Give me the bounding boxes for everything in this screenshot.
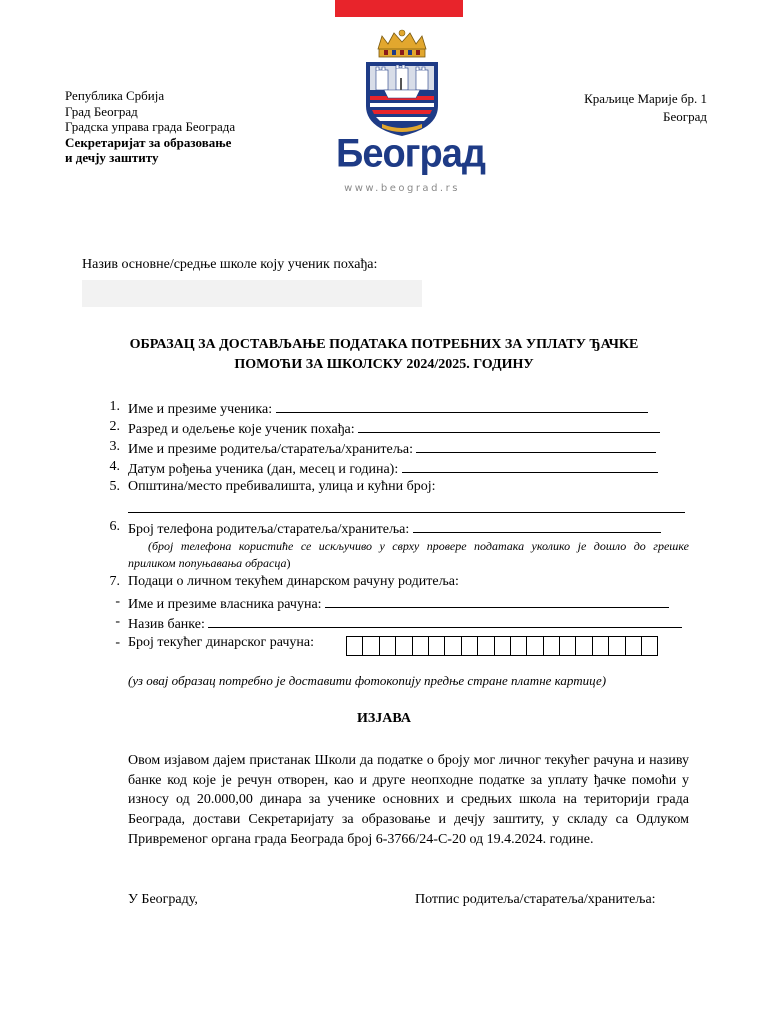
address-block	[584, 90, 707, 126]
phone-note-line: приликом попуњавања обрасца)	[128, 556, 291, 570]
account-owner-line[interactable]	[325, 593, 669, 608]
item-label: Разред и одељење које ученик похађа:	[128, 422, 359, 437]
logo-wordmark: Београд	[336, 131, 485, 177]
phone-line[interactable]	[413, 518, 661, 533]
header-line: Град Београд	[65, 103, 138, 119]
item-student-name	[128, 398, 648, 419]
form-title	[60, 335, 708, 375]
item-bank-account-heading: Подаци о личном текућем динарском рачуну родитеља:	[128, 574, 459, 589]
item-label: Име и презиме родитеља/старатеља/хранитеља:	[128, 442, 417, 457]
class-line[interactable]	[358, 418, 660, 433]
institution-header	[65, 88, 235, 166]
signature-label: Потпис родитеља/старатеља/хранитеља:	[415, 892, 656, 907]
sub-item-bullet: -	[115, 614, 120, 629]
account-digit-box[interactable]	[526, 636, 543, 656]
sub-item-label: Име и презиме власника рачуна:	[128, 597, 326, 612]
item-number: 4.	[109, 459, 120, 474]
account-digit-box[interactable]	[575, 636, 592, 656]
item-number: 7.	[109, 574, 120, 589]
form-title-line: ОБРАЗАЦ ЗА ДОСТАВЉАЊЕ ПОДАТАКА ПОТРЕБНИХ ЗА УПЛАТУ ЂАЧКЕ	[129, 337, 639, 352]
place-label: У Београду,	[128, 892, 198, 907]
student-name-line[interactable]	[276, 398, 648, 413]
parent-name-line[interactable]	[416, 438, 656, 453]
sub-item-bank-name	[128, 613, 682, 634]
shield-icon	[366, 62, 438, 136]
account-digit-box[interactable]	[543, 636, 560, 656]
account-digit-box[interactable]	[559, 636, 576, 656]
top-red-bar	[335, 0, 463, 17]
school-name-field[interactable]	[82, 280, 422, 307]
statement-text: Овом изјавом дајем пристанак Школи да податке о броју мог личног текућег рачуна и називу банке код које је речун отворен, као и друге неопходне податке за уплату ђачке помоћи у износу од 20.000,00 динара за ученике основних и средњих школа на територији града Београда, достави Секретаријату за образовање и дечју заштиту, у складу са Одлуком Привременог органа града Београда број 6-3766/24-С-20 од 19.4.2024. године.	[128, 753, 689, 847]
header-line: Градска управа града Београда	[65, 119, 236, 134]
account-digit-box[interactable]	[510, 636, 527, 656]
birth-date-line[interactable]	[402, 458, 658, 473]
school-name-label: Назив основне/средње школе коју ученик похађа:	[82, 257, 378, 272]
sub-item-bullet: -	[115, 594, 120, 609]
account-digit-box[interactable]	[477, 636, 494, 656]
account-digit-box[interactable]	[608, 636, 625, 656]
item-birth-date	[128, 458, 658, 479]
statement-heading: ИЗЈАВА	[357, 711, 411, 726]
item-number: 6.	[109, 519, 120, 534]
account-digit-box[interactable]	[444, 636, 461, 656]
item-address: Општина/место пребивалишта, улица и кућни број:	[128, 479, 436, 494]
account-digit-box[interactable]	[428, 636, 445, 656]
sub-item-account-number: Број текућег динарског рачуна:	[128, 635, 314, 650]
item-label: Име и презиме ученика:	[128, 402, 276, 417]
phone-note-line: (број телефона користиће се искључиво у сврху провере података уколико је дошло до грешке	[148, 539, 689, 553]
item-number: 5.	[109, 479, 120, 494]
sub-item-label: Назив банке:	[128, 617, 209, 632]
account-digit-box[interactable]	[362, 636, 379, 656]
address-line: Краљице Марије бр. 1	[584, 91, 707, 106]
account-digit-box[interactable]	[461, 636, 478, 656]
account-digit-box[interactable]	[592, 636, 609, 656]
item-number: 3.	[109, 439, 120, 454]
address-line: Београд	[663, 109, 707, 124]
account-digit-box[interactable]	[625, 636, 642, 656]
card-copy-note: (уз овај образац потребно је доставити фотокопију предње стране платне картице)	[128, 673, 607, 688]
account-number-boxes	[347, 636, 658, 656]
header-line-bold: Секретаријат за образовање	[65, 134, 232, 150]
sub-item-bullet: -	[115, 635, 120, 650]
item-phone	[128, 518, 661, 539]
item-number: 2.	[109, 419, 120, 434]
address-line-input[interactable]	[128, 512, 685, 513]
account-digit-box[interactable]	[641, 636, 658, 656]
bank-name-line[interactable]	[208, 613, 682, 628]
account-digit-box[interactable]	[412, 636, 429, 656]
logo-url: www.beograd.rs	[344, 183, 460, 194]
crown-icon	[378, 30, 426, 57]
account-digit-box[interactable]	[379, 636, 396, 656]
account-digit-box[interactable]	[346, 636, 363, 656]
item-label: Датум рођења ученика (дан, месец и година):	[128, 462, 402, 477]
header-line: Република Србија	[65, 88, 165, 103]
sub-item-account-owner	[128, 593, 669, 614]
form-title-line: ПОМОЋИ ЗА ШКОЛСКУ 2024/2025. ГОДИНУ	[234, 357, 534, 372]
account-digit-box[interactable]	[395, 636, 412, 656]
item-number: 1.	[109, 399, 120, 414]
account-digit-box[interactable]	[494, 636, 511, 656]
header-line-bold: и дечју заштиту	[65, 150, 159, 165]
item-class	[128, 418, 660, 439]
item-parent-name	[128, 438, 656, 459]
item-label: Број телефона родитеља/старатеља/хранитеља:	[128, 522, 413, 537]
